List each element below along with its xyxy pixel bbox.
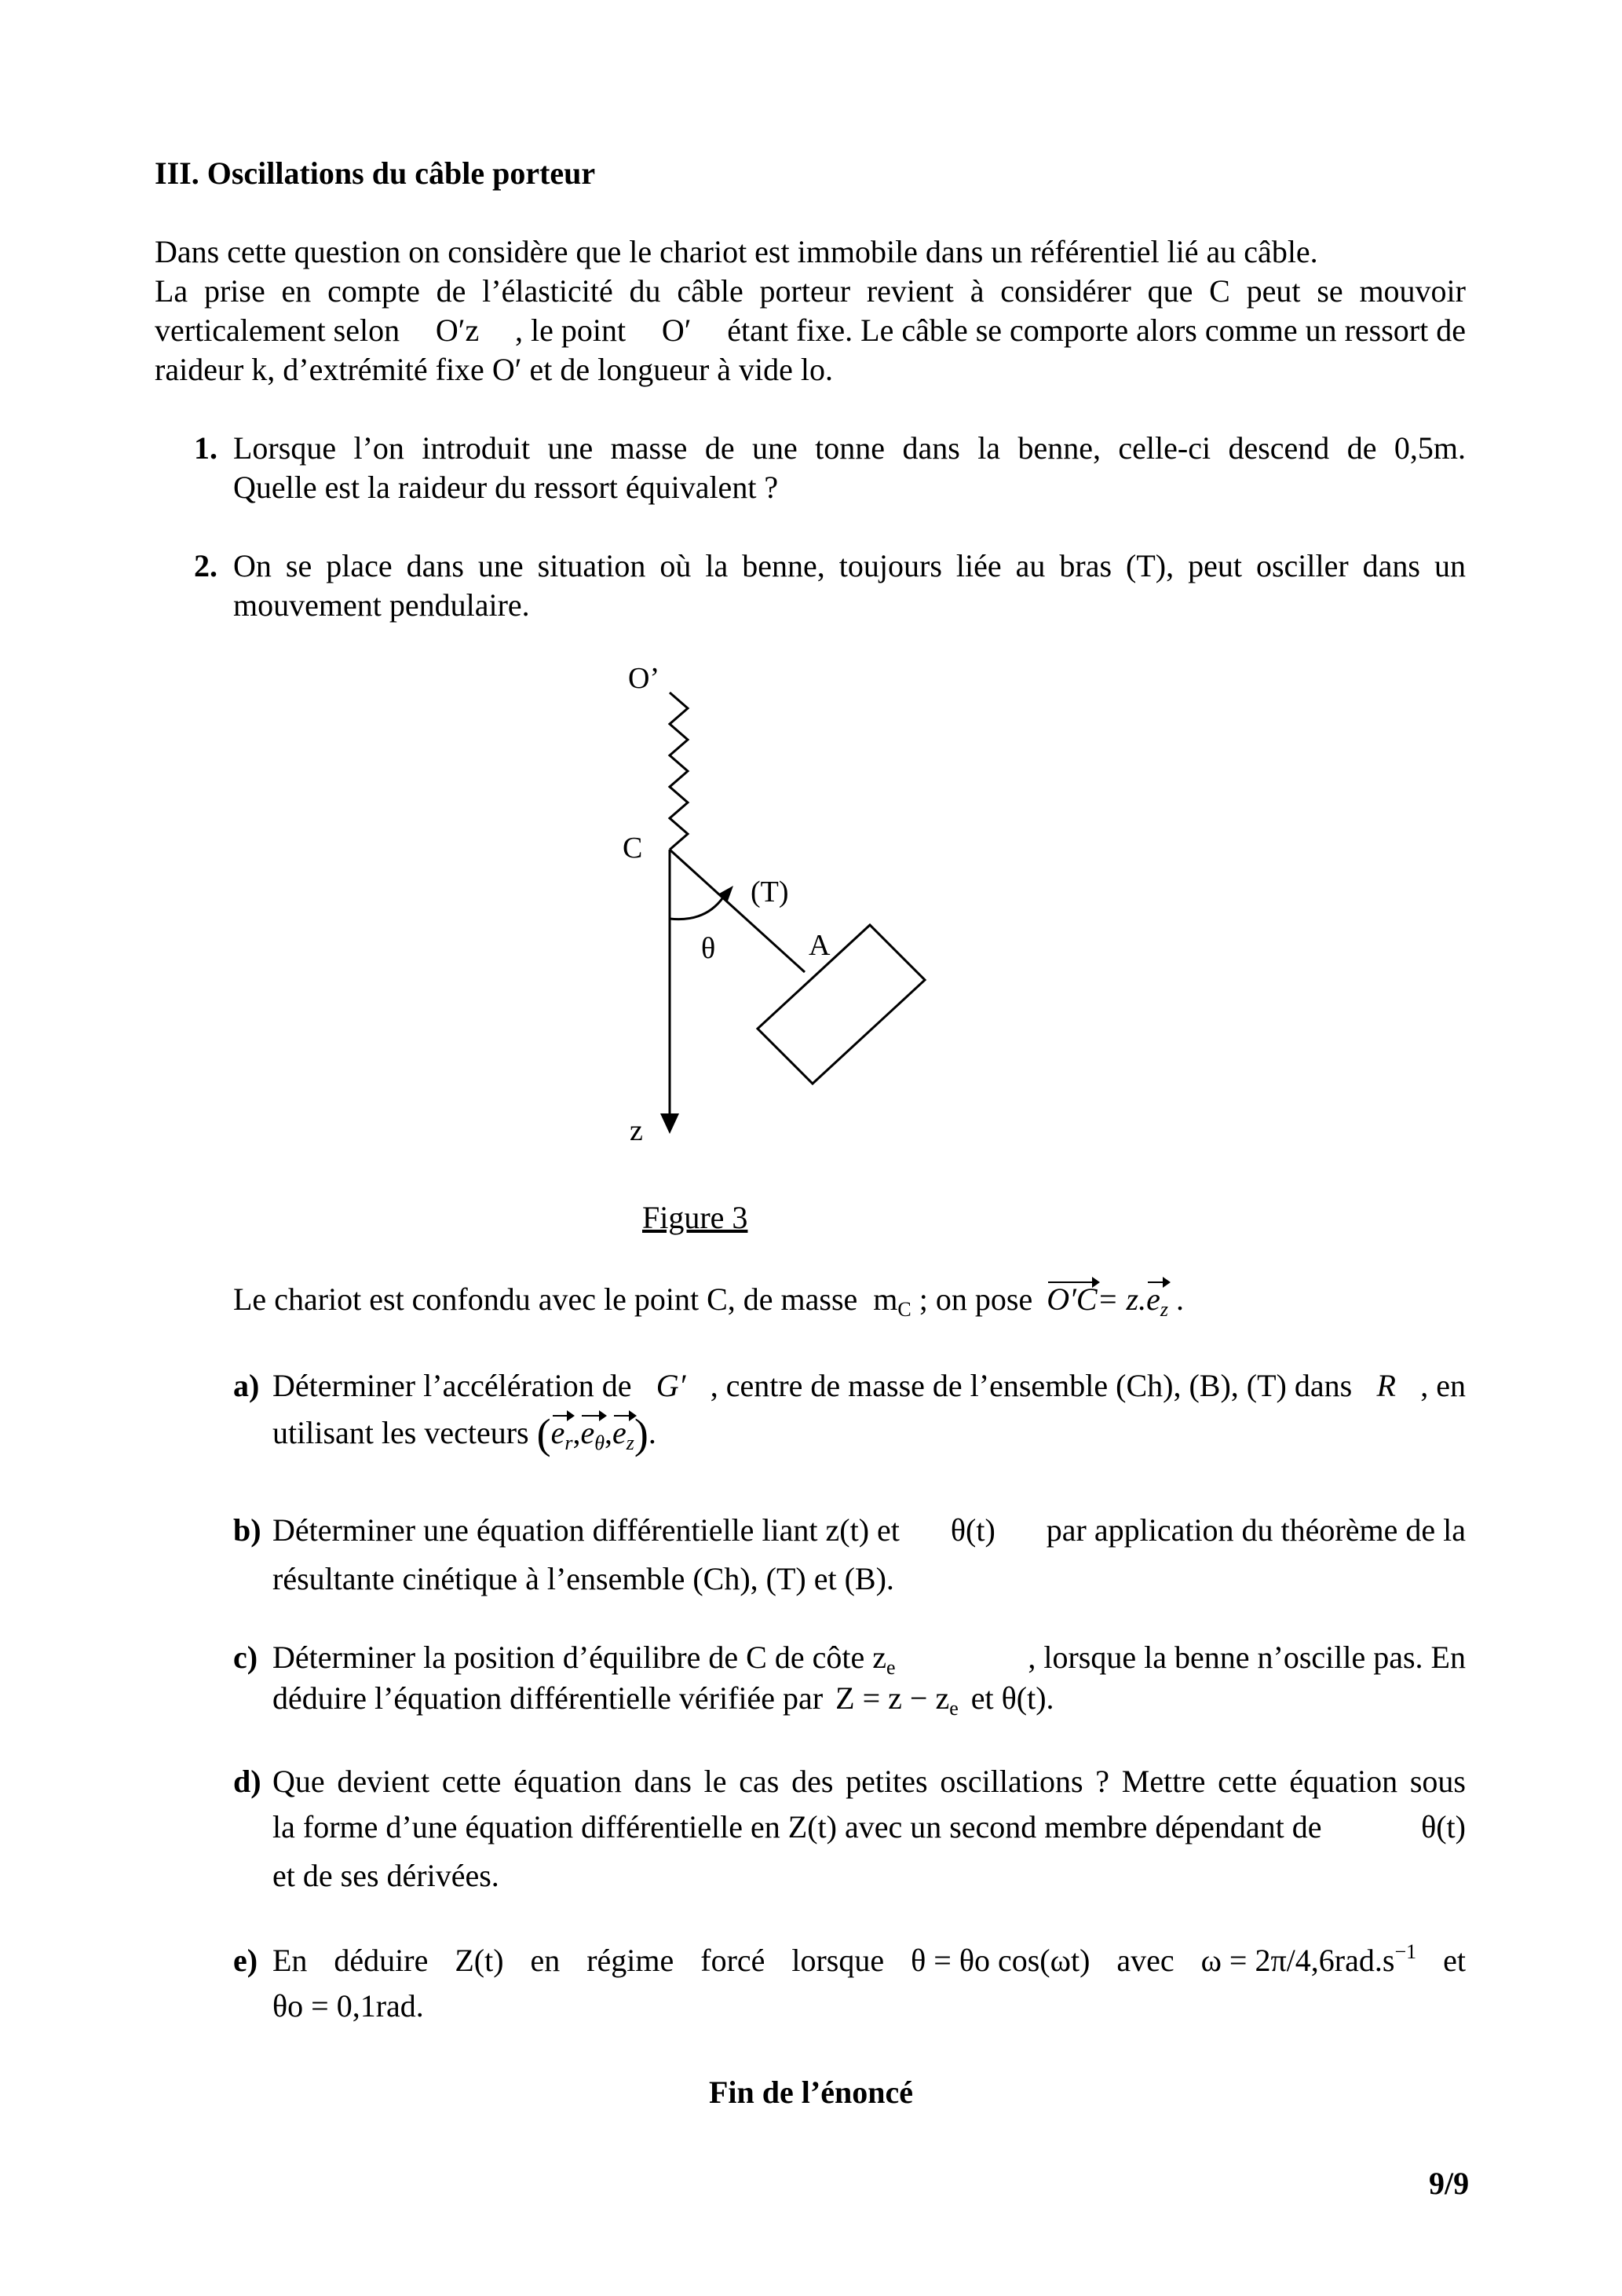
qc-line-1-sub: e (886, 1656, 896, 1679)
qc-line-1a: Déterminer la position d’équilibre de C de côte z (272, 1640, 886, 1675)
intro-line-3d: O′ (661, 313, 692, 348)
spring (670, 693, 688, 850)
qe-eq-2-sup: −1 (1394, 1940, 1417, 1963)
qa-label: a) (233, 1368, 260, 1403)
qe-line-1 (272, 1941, 1466, 1980)
intro-line-4c: et de longueur à vide lo. (529, 352, 833, 387)
qc-end: . (1046, 1680, 1054, 1716)
chariot-line (233, 1280, 1184, 1319)
vector-ez-e: e (1146, 1281, 1160, 1317)
chariot-mass (873, 1281, 911, 1321)
qa-R: R (1376, 1368, 1396, 1403)
qa-dot: . (648, 1415, 656, 1450)
qc-Z-eq-text: Z = z − z (835, 1680, 950, 1716)
label-O-prime: O’ (628, 662, 660, 695)
intro-line-3a: verticalement selon (155, 313, 400, 348)
qb-line-1b: par application du théorème de la (1046, 1512, 1466, 1548)
q2-line-2: mouvement pendulaire. (233, 587, 530, 623)
intro-line-4a: raideur k, d’extrémité fixe (155, 352, 484, 387)
qc-theta-t: θ(t) (1001, 1680, 1047, 1716)
chariot-text-b: ; on pose (919, 1281, 1033, 1317)
section-title: III. Oscillations du câble porteur (155, 155, 596, 191)
qd-label: d) (233, 1764, 261, 1799)
qc-line-2a: déduire l’équation différentielle vérifiée par (272, 1680, 824, 1716)
vector-er (551, 1413, 573, 1453)
qa-paren-close: ) (634, 1410, 648, 1457)
qa-line-1 (272, 1366, 1466, 1406)
angle-arc (670, 895, 725, 919)
intro-line-3b: O′z (435, 313, 480, 348)
qe-word-3: Z(t) (455, 1943, 504, 1978)
qb-line-2: résultante cinétique à l’ensemble (Ch), (T) et (B). (272, 1561, 894, 1596)
qa-line-1a: Déterminer l’accélération de (272, 1368, 632, 1403)
qc-line-2b: et (970, 1680, 994, 1716)
qc-line-1a-wrap (272, 1638, 896, 1677)
qc-line-2 (272, 1679, 1054, 1718)
intro-line-1: Dans cette question on considère que le chariot est immobile dans un référentiel lié au câble. (155, 234, 1318, 269)
figure-3-diagram (550, 660, 974, 1162)
qc-label: c) (233, 1640, 258, 1675)
vector-etheta-e: e (580, 1415, 595, 1450)
chariot-end: . (1175, 1281, 1184, 1317)
figure-caption: Figure 3 (642, 1200, 748, 1235)
qa-line-2-text: utilisant les vecteurs (272, 1415, 529, 1450)
bucket (758, 925, 925, 1084)
qb-theta-t: θ(t) (950, 1512, 995, 1548)
vector-ez2-sub: z (626, 1431, 634, 1454)
label-theta: θ (701, 932, 716, 965)
page-number: 9/9 (1429, 2166, 1470, 2201)
intro-line-4 (155, 350, 833, 389)
label-A: A (809, 929, 831, 962)
qd-theta-t: θ(t) (1421, 1809, 1466, 1844)
qe-word-8: avec (1116, 1943, 1174, 1978)
qc-line-1b: , lorsque la benne n’oscille pas. En (1028, 1640, 1466, 1675)
qb-label: b) (233, 1512, 261, 1548)
chariot-mass-sub: C (897, 1298, 911, 1321)
vector-OC: O′C (1047, 1280, 1097, 1319)
qe-line-2 (272, 1987, 424, 2026)
label-T: (T) (751, 876, 789, 909)
qd-line-2 (272, 1808, 1466, 1847)
qc-line-1 (272, 1638, 1466, 1677)
qe-label: e) (233, 1943, 258, 1978)
q1-number: 1. (194, 430, 217, 466)
z-axis-arrowhead (660, 1113, 679, 1134)
vector-ez2-e: e (612, 1415, 627, 1450)
qe-word-5: régime (586, 1943, 674, 1978)
qc-Z-sub: e (949, 1697, 959, 1720)
intro-line-4b: O′ (491, 352, 522, 387)
qe-word-2: déduire (334, 1943, 429, 1978)
chariot-eq: = z. (1097, 1281, 1147, 1317)
qe-eq-2-text: ω = 2π/4,6rad.s (1200, 1943, 1395, 1978)
qd-line-3: et de ses dérivées. (272, 1858, 499, 1893)
qa-line-2 (272, 1410, 656, 1457)
q1-line-1: Lorsque l’on introduit une masse de une tonne dans la benne, celle-ci descend de 0,5m. (233, 430, 1466, 466)
intro-line-3e: étant fixe. Le câble se comporte alors comme un ressort de (727, 313, 1466, 348)
vector-etheta (580, 1413, 605, 1453)
qd-line-2a: la forme d’une équation différentielle en Z(t) avec un second membre dépendant de (272, 1809, 1322, 1844)
qc-Z-eq (835, 1680, 959, 1720)
vector-ez-sub: z (1160, 1298, 1168, 1321)
qa-G: G′ (656, 1368, 686, 1403)
intro-line-3c: , le point (514, 313, 627, 348)
qe-word-1: En (272, 1943, 308, 1978)
qa-line-1b: , centre de masse de l’ensemble (Ch), (B), (T) dans (710, 1368, 1353, 1403)
qd-line-1: Que devient cette équation dans le cas des petites oscillations ? Mettre cette équation sous (272, 1764, 1466, 1799)
vector-ez2 (612, 1413, 634, 1453)
q1-line-2: Quelle est la raideur du ressort équivalent ? (233, 470, 779, 505)
qe-word-9: et (1443, 1943, 1466, 1978)
qe-word-6: forcé (700, 1943, 765, 1978)
qa-paren-open: ( (536, 1410, 551, 1457)
vector-er-e: e (550, 1415, 565, 1450)
qe-word-4: en (530, 1943, 561, 1978)
label-z: z (630, 1114, 643, 1147)
qe-eq-2 (1201, 1941, 1417, 1980)
qa-comma-1: , (572, 1415, 581, 1450)
intro-line-3 (155, 311, 1466, 350)
chariot-mass-m: m (873, 1281, 898, 1317)
q2-line-1: On se place dans une situation où la benne, toujours liée au bras (T), peut osciller dans un (233, 548, 1466, 583)
arm-T (670, 850, 805, 972)
intro-line-2: La prise en compte de l’élasticité du câble porteur revient à considérer que C peut se mouvoir (155, 273, 1466, 309)
vector-etheta-sub: θ (594, 1431, 605, 1454)
qe-line-2-text: θo = 0,1rad (272, 1988, 416, 2024)
qe-word-7: lorsque (791, 1943, 885, 1978)
qa-line-1c: , en (1420, 1368, 1466, 1403)
label-C: C (623, 832, 643, 865)
qe-end: . (415, 1988, 424, 2024)
end-of-statement: Fin de l’énoncé (709, 2075, 913, 2110)
qa-comma-2: , (605, 1415, 613, 1450)
chariot-text-a: Le chariot est confondu avec le point C, de masse (233, 1281, 858, 1317)
vector-ez (1146, 1280, 1168, 1319)
qb-line-1 (272, 1511, 1466, 1550)
qb-line-1a: Déterminer une équation différentielle liant z(t) et (272, 1512, 900, 1548)
qe-eq-1: θ = θo cos(ωt) (911, 1943, 1090, 1978)
q2-number: 2. (194, 548, 217, 583)
vector-er-sub: r (564, 1431, 573, 1454)
